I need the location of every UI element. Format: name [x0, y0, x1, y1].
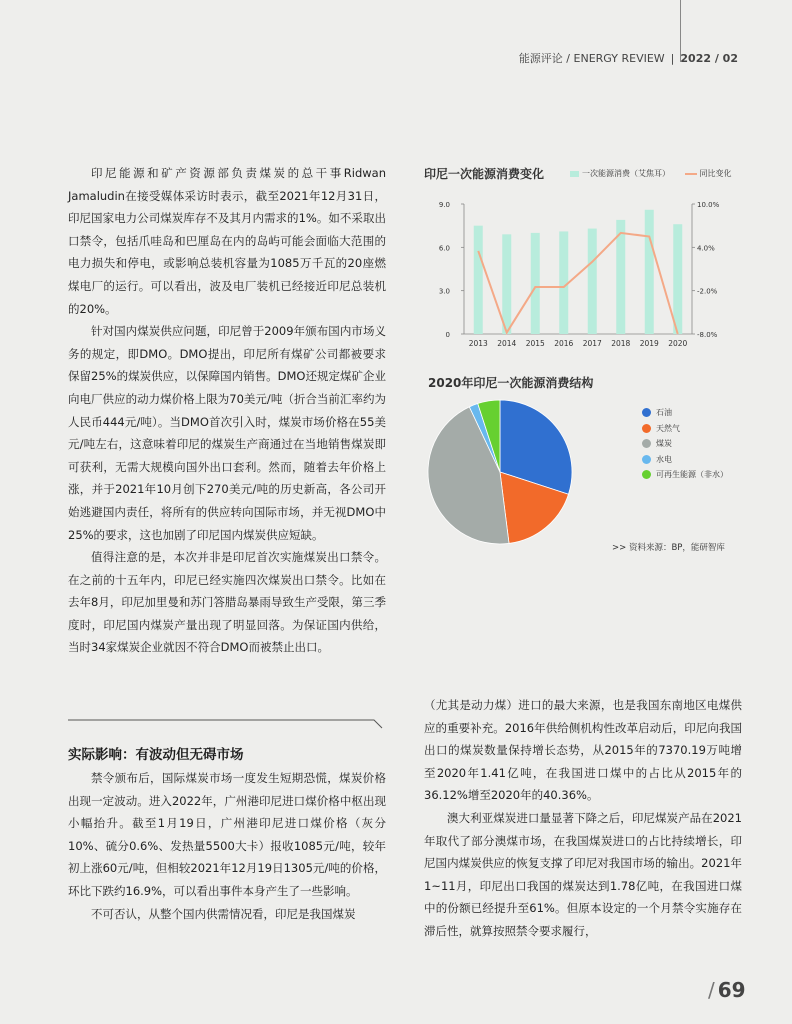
x-tick-label: 2016: [554, 339, 574, 348]
issue-number: 2022 / 02: [680, 52, 738, 65]
bar: [502, 234, 511, 334]
x-tick-label: 2019: [639, 339, 659, 348]
right-column: [424, 694, 742, 943]
x-tick-label: 2020: [668, 339, 688, 348]
pie-legend-item: [642, 421, 728, 437]
paragraph: 针对国内煤炭供应问题，印尼曾于2009年颁布国内市场义务的规定，即DMO。DMO提出，印尼所有煤矿公司都被要求保留25%的煤炭供应，以保障国内销售。DMO还规定煤矿企业向电厂供应的动力煤价格上限为70美元/吨（折合当前汇率约为人民币444元/吨）。当DMO首次引入时，煤炭市场价格在55美元/吨左右，这意味着印尼的煤炭生产商通过在当地销售煤炭即可获利，无需大规模向国外出口套利。然而，随着去年价格上涨，并于2021年10月创下270美元/吨的历史新高，各公司开始逃避国内责任，将所有的供应转向国际市场，并无视DMO中25%的要求，这也加剧了印尼国内煤炭供应短缺。: [68, 324, 386, 542]
legend-line-label: 同比变化: [699, 169, 732, 178]
bar: [645, 210, 654, 334]
legend-dot: [642, 455, 651, 464]
bar: [531, 233, 540, 334]
pie-legend-item: [642, 467, 728, 483]
data-source: >> 资料来源：BP，能研智库: [612, 543, 725, 553]
energy-consumption-chart: [422, 190, 744, 355]
header-separator: |: [670, 52, 675, 65]
y-left-tick-label: 9.0: [438, 201, 450, 209]
paragraph: 值得注意的是，本次并非是印尼首次实施煤炭出口禁令。在之前的十五年内，印尼已经实施四次煤炭出口禁令。比如在去年8月，印尼加里曼和苏门答腊岛暴雨导致生产受限，第三季度时，印尼国内煤炭产量出现了明显回落。为保证国内供给，当时34家煤炭企业就因不符合DMO而被禁止出口。: [68, 550, 386, 655]
magazine-name: 能源评论 / ENERGY REVIEW: [518, 52, 665, 65]
section-divider: [68, 718, 386, 732]
y-right-tick-label: -8.0%: [697, 331, 718, 339]
y-right-tick-label: 10.0%: [697, 201, 720, 209]
chart2-title: 2020年印尼一次能源消费结构: [428, 376, 594, 390]
pie-legend-label: 石油: [656, 408, 672, 417]
page-number-value: 69: [717, 978, 746, 1002]
x-tick-label: 2015: [525, 339, 545, 348]
paragraph: 禁令颁布后，国际煤炭市场一度发生短期恐慌，煤炭价格出现一定波动。进入2022年，广州港印尼进口煤价格中枢出现小幅抬升。截至1月19日，广州港印尼进口煤价格（灰分10%、硫分0.6%、发热量5500大卡）报收1085元/吨，较年初上涨60元/吨，但相较2021年12月19日1305元/吨的价格，环比下跌约16.9%，可以看出事件本身产生了一些影响。: [68, 771, 386, 898]
pie-legend-item: [642, 405, 728, 421]
page-slash: /: [708, 978, 715, 1002]
bar: [559, 231, 568, 334]
legend-dot: [642, 439, 651, 448]
legend-dot: [642, 424, 651, 433]
pie-legend-label: 煤炭: [656, 439, 672, 448]
page-number: [708, 978, 746, 1002]
section-title: 实际影响：有波动但无碍市场: [68, 747, 244, 763]
y-right-tick-label: -2.0%: [697, 287, 718, 296]
pie-legend-item: [642, 452, 728, 468]
paragraph: 不可否认，从整个国内供需情况看，印尼是我国煤炭: [91, 906, 356, 921]
chart1-title: 印尼一次能源消费变化: [424, 167, 545, 181]
y-left-tick-label: 6.0: [438, 244, 450, 253]
x-tick-label: 2017: [582, 339, 602, 348]
x-tick-label: 2014: [497, 339, 517, 348]
paragraph: （尤其是动力煤）进口的最大来源，也是我国东南地区电煤供应的重要补充。2016年供给侧机构性改革启动后，印尼向我国出口的煤炭数量保持增长态势，从2015年的7370.19万吨增至2020年1.41亿吨，在我国进口煤中的占比从2015年的36.12%增至2020年的40.36%。: [424, 698, 742, 803]
legend-line-swatch: [685, 173, 697, 175]
y-left-tick-label: 0: [445, 331, 450, 339]
energy-structure-pie: [424, 395, 584, 550]
x-tick-label: 2013: [468, 339, 488, 348]
pie-legend: [642, 405, 728, 483]
pie-legend-label: 水电: [656, 454, 672, 464]
bar: [673, 224, 682, 334]
left-column-top: [68, 162, 386, 659]
y-left-tick-label: 3.0: [438, 287, 450, 296]
bar: [588, 229, 597, 334]
bar: [474, 226, 483, 334]
y-right-tick-label: 4.0%: [697, 244, 715, 253]
legend-dot: [642, 408, 651, 417]
pie-legend-label: 天然气: [656, 423, 680, 433]
paragraph: 澳大利亚煤炭进口量显著下降之后，印尼煤炭产品在2021年取代了部分澳煤市场，在我国煤炭进口的占比持续增长，印尼国内煤炭供应的恢复支撑了印尼对我国市场的输出。2021年1~11月，印尼出口我国的煤炭达到1.78亿吨，在我国进口煤中的份额已经提升至61%。但原本设定的一个月禁令实施存在滞后性，就算按照禁令要求履行，: [424, 810, 742, 938]
legend-bar-swatch: [570, 171, 579, 177]
pie-legend-item: [642, 436, 728, 452]
page-header: [519, 50, 738, 66]
paragraph: 印尼能源和矿产资源部负责煤炭的总干事Ridwan Jamaludin在接受媒体采访时表示，截至2021年12月31日，印尼国家电力公司煤炭库存不及其月内需求的1%。如不采取出口禁令，包括爪哇岛和巴厘岛在内的岛屿可能会面临大范围的电力损失和停电，或影响总装机容量为1085万千瓦的20座燃煤电厂的运行。可以看出，波及电厂装机已经接近印尼总装机的20%。: [68, 166, 386, 316]
legend-bar-label: 一次能源消费（艾焦耳）: [582, 169, 670, 178]
left-column-bottom: [68, 767, 386, 925]
pie-legend-label: 可再生能源（非水）: [656, 470, 728, 479]
x-tick-label: 2018: [611, 339, 631, 348]
legend-dot: [642, 470, 651, 479]
chart1-legend: [570, 168, 732, 179]
